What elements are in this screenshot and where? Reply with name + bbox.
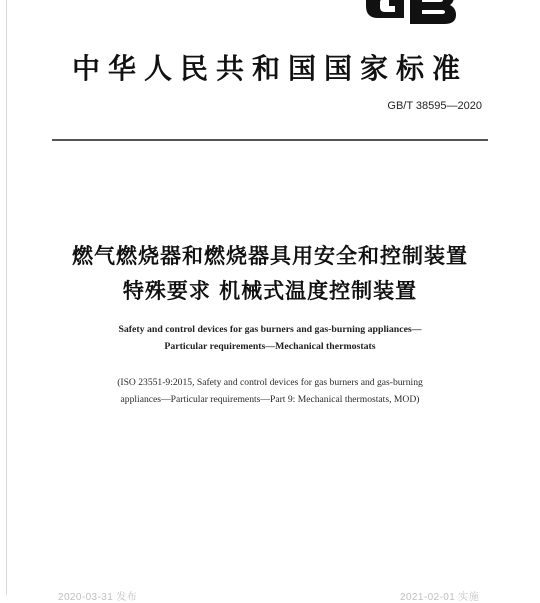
english-title-line-1: Safety and control devices for gas burners and gas-burning appliances—: [118, 324, 422, 335]
footer-right-text: 2021-02-01 实施: [400, 592, 480, 603]
chinese-title-line-1: 燃气燃烧器和燃烧器具用安全和控制装置: [72, 244, 468, 268]
national-standard-title: 中华人民共和国国家标准: [71, 52, 468, 85]
iso-reference-line-2: appliances—Particular requirements—Part 9: Mechanical thermostats, MOD): [120, 394, 420, 405]
top-divider: [52, 139, 488, 141]
iso-reference-line-1: (ISO 23551-9:2015, Safety and control devices for gas burners and gas-burning: [117, 377, 423, 388]
standard-code: GB/T 38595—2020: [387, 100, 482, 112]
english-title-line-2: Particular requirements—Mechanical thermostats: [164, 341, 376, 352]
gb-logo-icon: [356, 0, 466, 30]
footer-left-text: 2020-03-31 发布: [58, 592, 138, 603]
chinese-title-line-2: 特殊要求 机械式温度控制装置: [122, 279, 418, 303]
